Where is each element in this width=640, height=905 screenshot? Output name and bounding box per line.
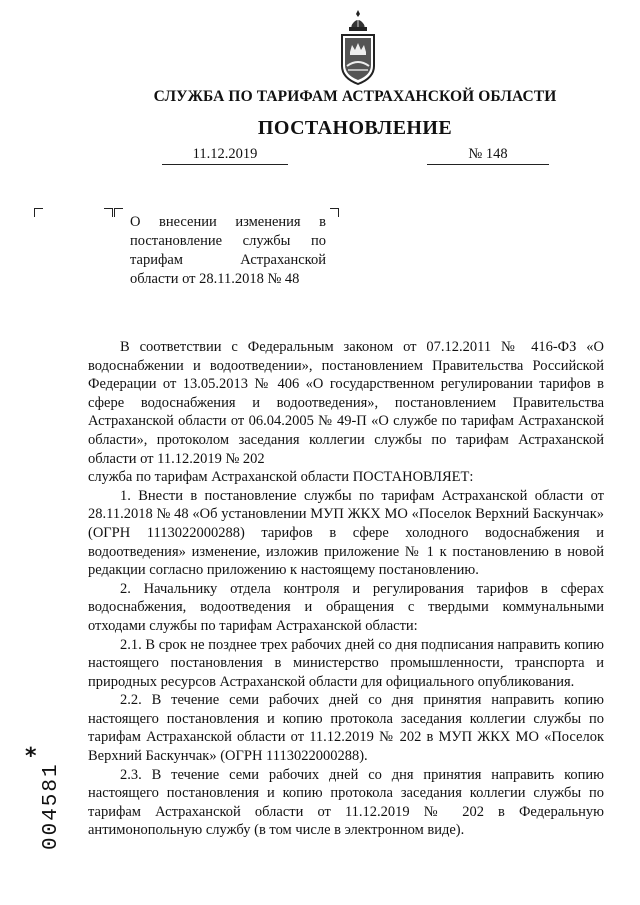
document-body	[88, 338, 604, 840]
item-2-paragraph: 2. Начальнику отдела контроля и регулирования тарифов в сферах водоснабжения, водоотведения и обращения с твердыми коммунальными отходами службы по тарифам Астраханской области:	[88, 580, 604, 634]
document-type-title: ПОСТАНОВЛЕНИЕ	[257, 117, 453, 139]
document-number: № 148	[427, 146, 549, 165]
subject-line: постановление службы по	[130, 233, 326, 249]
corner-mark-subject-left	[114, 208, 123, 217]
subject-line: тарифам Астраханской	[130, 252, 326, 268]
registration-serial-number: 004581	[40, 762, 63, 850]
item-2-2-paragraph: 2.2. В течение семи рабочих дней со дня принятия направить копию настоящего постановления и копию протокола заседания коллегии службы по тарифам Астраханской области от 11.12.2019 № 202 в МУП ЖКХ МО «Поселок Верхний Баскунчак» (ОГРН 1113022000288).	[88, 692, 604, 765]
resolution-clause: служба по тарифам Астраханской области ПОСТАНОВЛЯЕТ:	[88, 469, 474, 486]
document-date: 11.12.2019	[162, 146, 288, 165]
subject-line: области от 28.11.2018 № 48	[130, 271, 300, 287]
item-2-1-paragraph: 2.1. В срок не позднее трех рабочих дней со дня подписания направить копию настоящего постановления в министерство промышленности, транспорта и природных ресурсов Астраханской области для официального опубликования.	[88, 636, 604, 690]
corner-mark-subject-right	[330, 208, 339, 217]
organization-name: СЛУЖБА ПО ТАРИФАМ АСТРАХАНСКОЙ ОБЛАСТИ	[153, 88, 557, 105]
item-1-paragraph: 1. Внести в постановление службы по тарифам Астраханской области от 28.11.2018 № 48 «Об установлении МУП ЖКХ МО «Поселок Верхний Баскунчак» (ОГРН 1113022000288) тарифов в сфере холодного водоснабжения и водоотведения» изменение, изложив приложение № 1 к постановлению в новой редакции согласно приложению к настоящему постановлению.	[88, 487, 604, 579]
item-2-3-paragraph: 2.3. В течение семи рабочих дней со дня принятия направить копию настоящего постановления и копию протокола заседания коллегии службы по тарифам Астраханской области от 11.12.2019 № 202 в Федеральную антимонопольную службу (в том числе в электронном виде).	[88, 766, 604, 839]
registration-asterisk: *	[25, 744, 37, 769]
coat-of-arms-emblem	[333, 8, 383, 90]
corner-mark-left-inner	[104, 208, 113, 217]
corner-mark-left	[34, 208, 43, 217]
document-subject	[130, 213, 326, 289]
subject-line: О внесении изменения в	[130, 214, 326, 230]
preamble-paragraph: В соответствии с Федеральным законом от 07.12.2011 № 416-ФЗ «О водоснабжении и водоотведении», постановлением Правительства Российской Федерации от 13.05.2013 № 406 «О государственном регулировании тарифов в сфере водоснабжения и водоотведения», постановлением Правительства Астраханской области от 06.04.2005 № 49-П «О службе по тарифам Астраханской области», протоколом заседания коллегии службы по тарифам Астраханской области от 11.12.2019 № 202	[88, 339, 604, 467]
